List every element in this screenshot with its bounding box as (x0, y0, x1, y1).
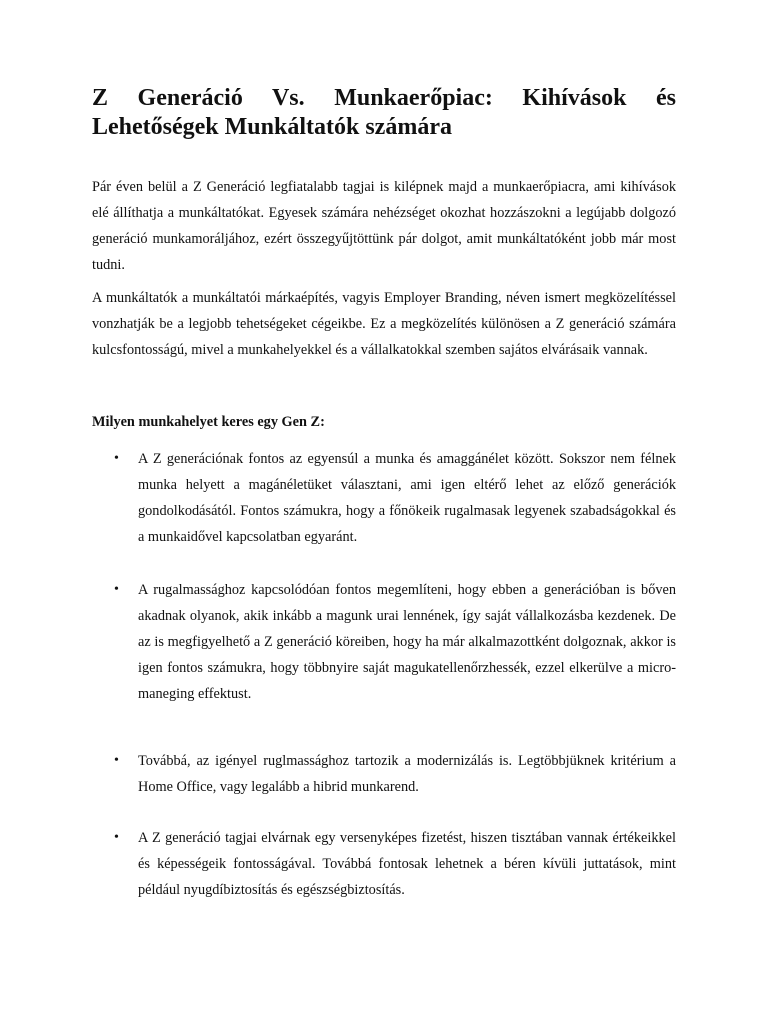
list-item (92, 577, 676, 707)
document-title: Z Generáció Vs. Munkaerőpiac: Kihívások és Lehetőségek Munkáltatók számára (92, 85, 676, 140)
list-item-text: Továbbá, az igényel ruglmassághoz tartozik a modernizálás is. Legtöbbjüknek kritérium a Home Office, vagy legalább a hibrid munkarend. (138, 753, 676, 795)
list-item (92, 446, 676, 550)
bullet-icon: • (114, 753, 119, 768)
intro-paragraph: Pár éven belül a Z Generáció legfiatalabb tagjai is kilépnek majd a munkaerőpiacra, ami kihívások elé állíthatja a munkáltatókat. Egyesek számára nehézséget okozhat hozzászokni a legújabb dolgozó generáció munkamoráljához, ezért összegyűjtöttünk pár dolgot, amit munkáltatóként jobb már most tudni. (92, 179, 676, 273)
list-item-text: A Z generáció tagjai elvárnak egy versenyképes fizetést, hiszen tisztában vannak értékeikkel és képességeik fontosságával. Továbbá fontosak lehetnek a béren kívüli juttatások, mint például nyugdíbiztosítás és egészségbiztosítás. (138, 830, 676, 898)
list-item (92, 748, 676, 800)
list-item-text: A rugalmassághoz kapcsolódóan fontos megemlíteni, hogy ebben a generációban is bőven akadnak olyanok, akik inkább a magunk urai lennének, így saját vállalkozásba kezdenek. De az is megfigyelhető a Z generáció köreiben, hogy ha már alkalmazottként dolgoznak, akkor is igen fontos számukra, hogy többnyire saját magukatellenőrzhessék, ezzel elkerülve a micro-maneging effektust. (138, 582, 676, 702)
bullet-icon: • (114, 582, 119, 597)
bullet-icon: • (114, 451, 119, 466)
employer-branding-paragraph: A munkáltatók a munkáltatói márkaépítés, vagyis Employer Branding, néven ismert megközelítéssel vonzhatják be a legjobb tehetségeket cégeikbe. Ez a megközelítés különösen a Z generáció számára kulcsfontosságú, mivel a munkahelyekkel és a vállalkatokkal szemben sajátos elvárásaik vannak. (92, 290, 676, 358)
section-heading: Milyen munkahelyet keres egy Gen Z: (92, 414, 325, 430)
list-item-text: A Z generációnak fontos az egyensúl a munka és amaggánélet között. Sokszor nem félnek munka helyett a magánéletüket választani, ami igen eltérő lehet az előző generációk gondolkodásától. Fontos számukra, hogy a főnökeik rugalmasak legyenek szabadságokkal és a munkaidővel kapcsolatban egyaránt. (138, 451, 676, 545)
bullet-list (92, 446, 676, 903)
list-item (92, 825, 676, 903)
bullet-icon: • (114, 830, 119, 845)
